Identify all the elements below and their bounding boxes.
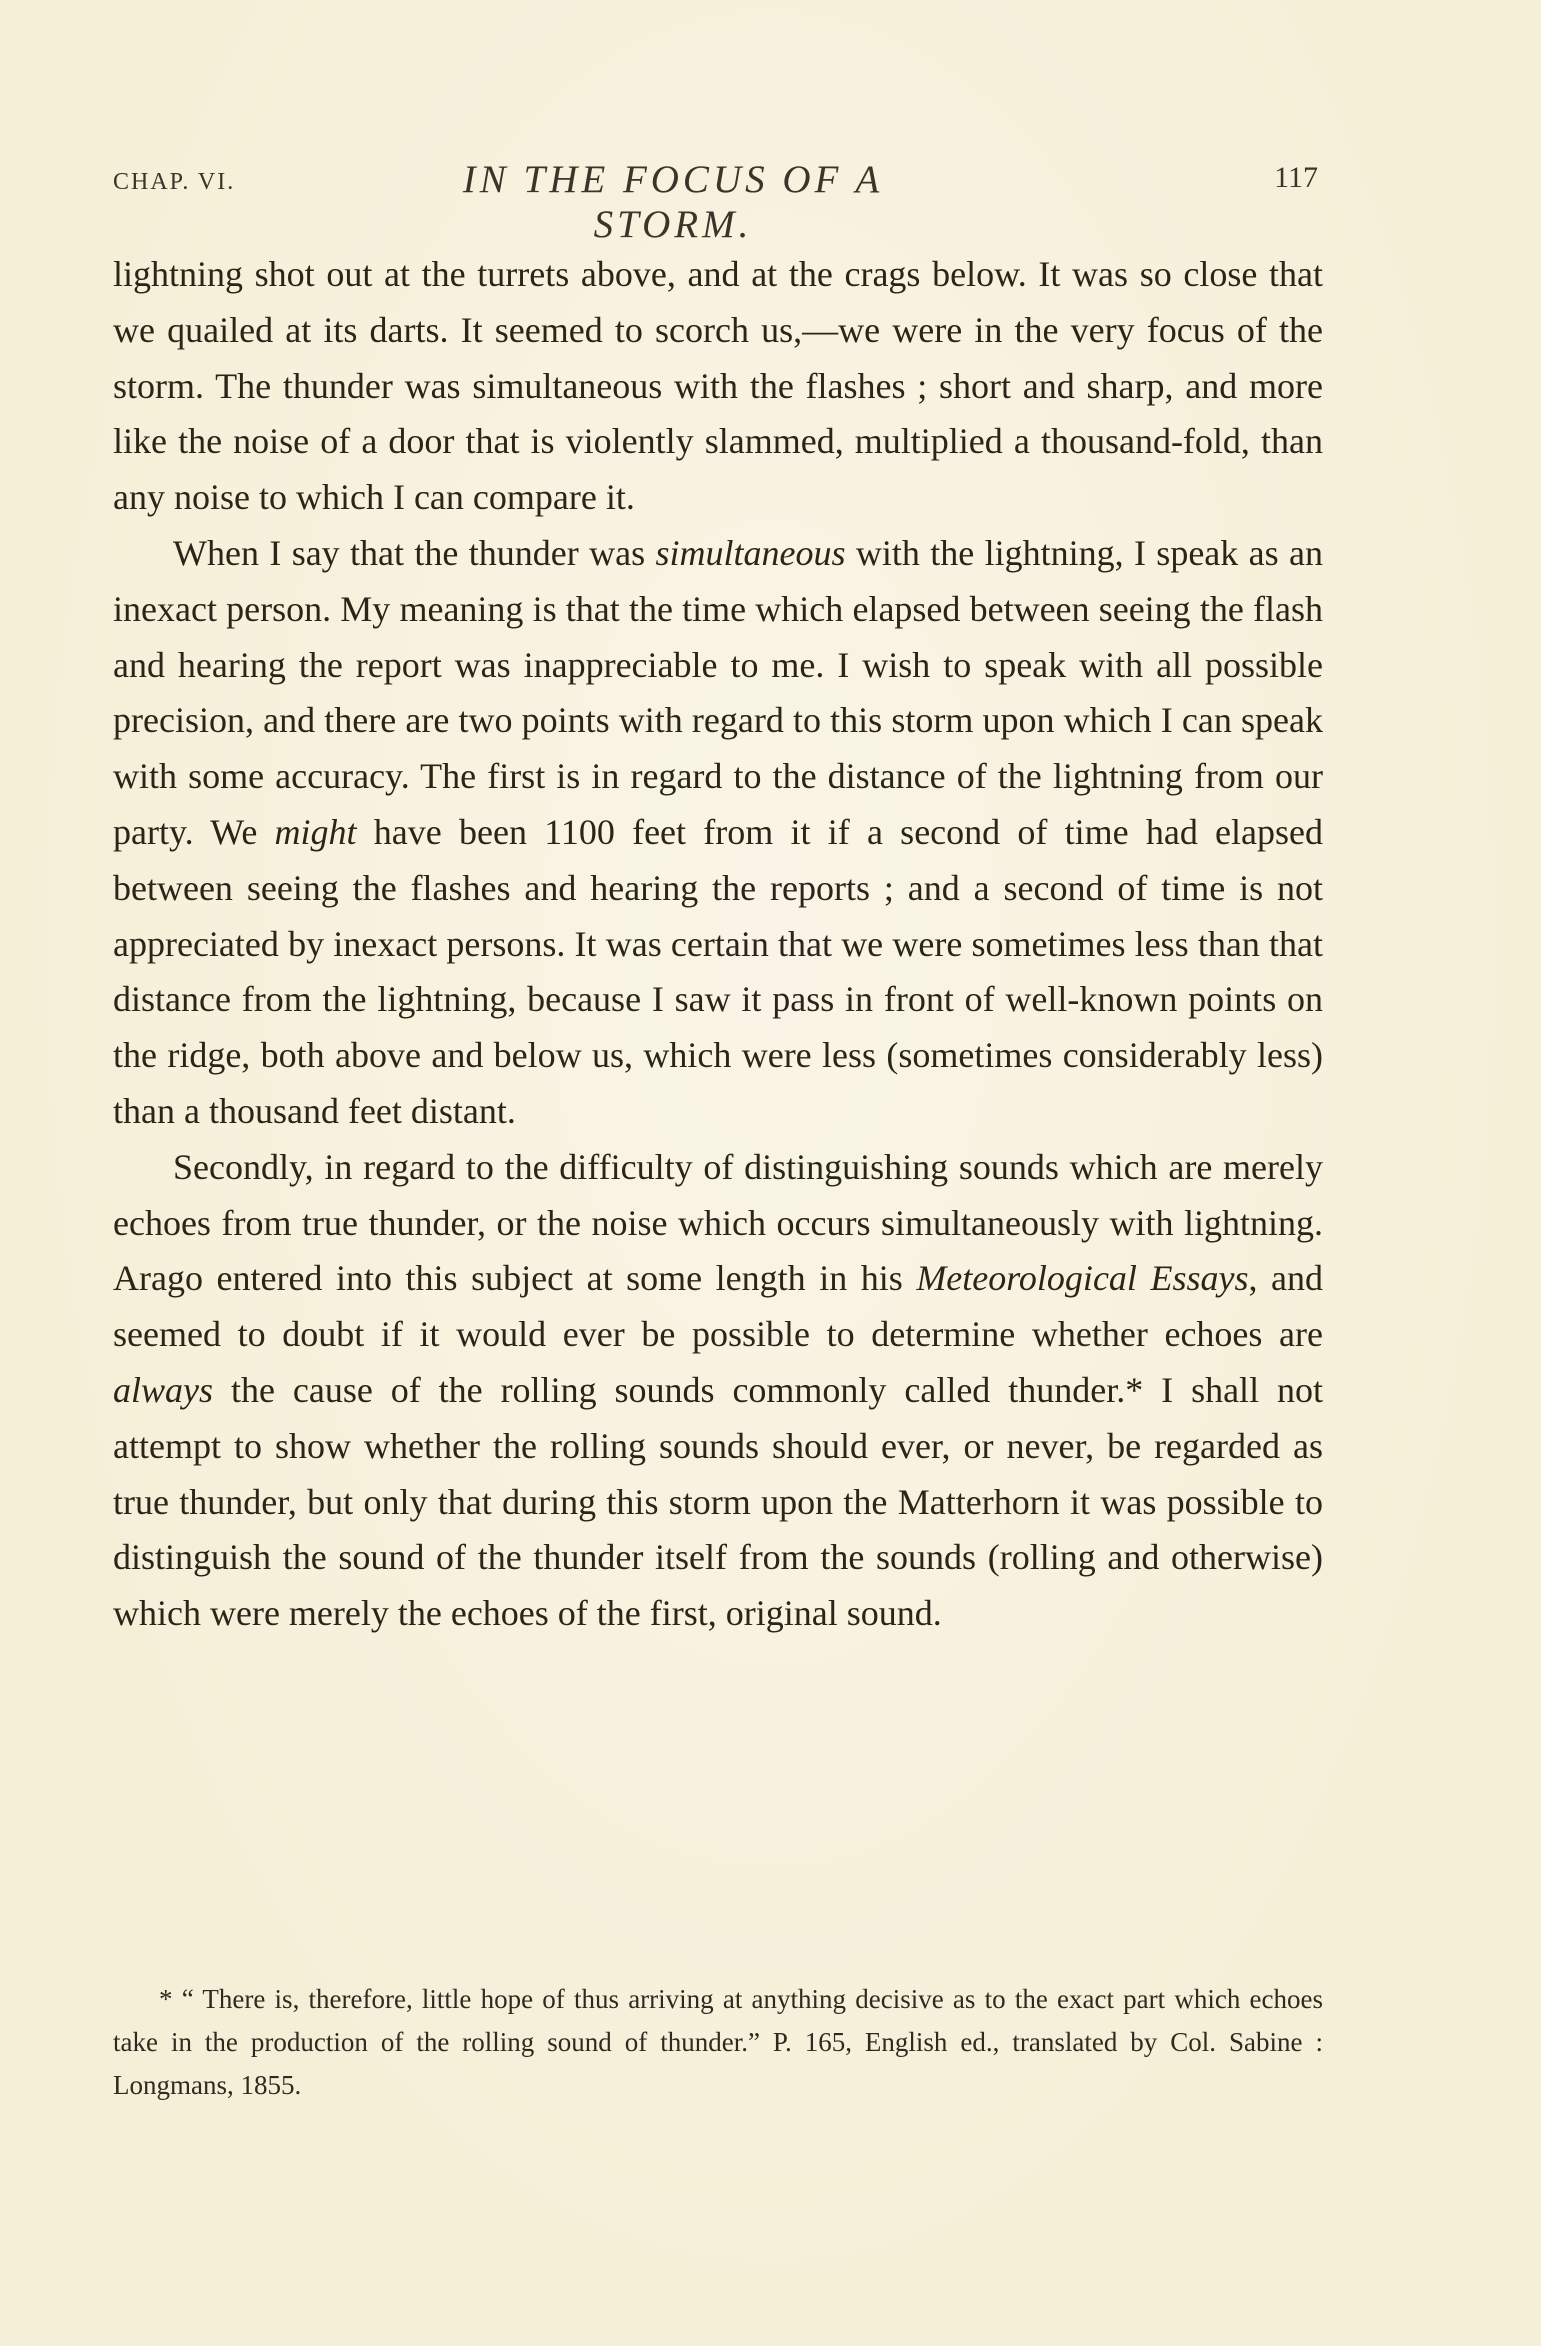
paragraph-2-italic-might: might	[274, 811, 357, 852]
paragraph-3-italic-essays: Meteorological Essays	[916, 1258, 1249, 1299]
running-head	[113, 157, 1318, 246]
paragraph-3-italic-always: always	[113, 1369, 214, 1410]
paragraph-3-text-a: Secondly, in regard to the difficulty of distinguishing sounds which are merely echoes from true thunder, or the noise which occurs simultaneously with lightning. Arago entered into this subject at some length in his	[113, 1146, 1323, 1299]
paragraph-2	[113, 526, 1323, 1140]
paragraph-1: lightning shot out at the turrets above, and at the crags below. It was so close that we quailed at its darts. It seemed to scorch us,—we were in the very focus of the storm. The thunder was simultaneous with the flashes ; short and sharp, and more like the noise of a door that is violently slammed, multiplied a thousand-fold, than any noise to which I can compare it.	[113, 254, 1323, 518]
page-number: 117	[1274, 161, 1318, 194]
paragraph-2-italic-simultaneous: simultaneous	[655, 532, 846, 573]
body-text	[113, 247, 1323, 1642]
paragraph-3-text-e: the cause of the rolling sounds commonly called thunder.* I shall not attempt to show whether the rolling sounds should ever, or never, be regarded as true thunder, but only that during this storm upon the Matterhorn it was possible to distinguish the sound of the thunder itself from the sounds (rolling and otherwise) which were merely the echoes of the first, original sound.	[113, 1369, 1323, 1634]
chapter-label: CHAP. VI.	[113, 169, 236, 195]
paragraph-2-text-a: When I say that the thunder was	[173, 532, 656, 573]
page-title: IN THE FOCUS OF A STORM.	[462, 158, 884, 246]
footnote-text: * “ There is, therefore, little hope of thus arriving at anything decisive as to the exact part which echoes take in the production of the rolling sound of thunder.” P. 165, English ed., translated by Col. Sabine : Longmans, 1855.	[113, 1984, 1323, 2100]
paragraph-2-text-c: with the lightning, I speak as an inexact person. My meaning is that the time which elapsed between seeing the flash and hearing the report was inappreciable to me. I wish to speak with all possible precision, and there are two points with regard to this storm upon which I can speak with some accuracy. The first is in regard to the distance of the lightning from our party. We	[113, 532, 1323, 852]
footnote	[113, 1978, 1323, 2107]
paragraph-2-text-e: have been 1100 feet from it if a second of time had elapsed between seeing the flashes and hearing the reports ; and a second of time is not appreciated by inexact persons. It was certain that we were sometimes less than that distance from the lightning, because I saw it pass in front of well-known points on the ridge, both above and below us, which were less (sometimes considerably less) than a thousand feet distant.	[113, 811, 1324, 1131]
paragraph-3	[113, 1140, 1323, 1642]
paragraph-3-text-c: , and seemed to doubt if it would ever be possible to determine whether echoes are	[113, 1258, 1323, 1355]
